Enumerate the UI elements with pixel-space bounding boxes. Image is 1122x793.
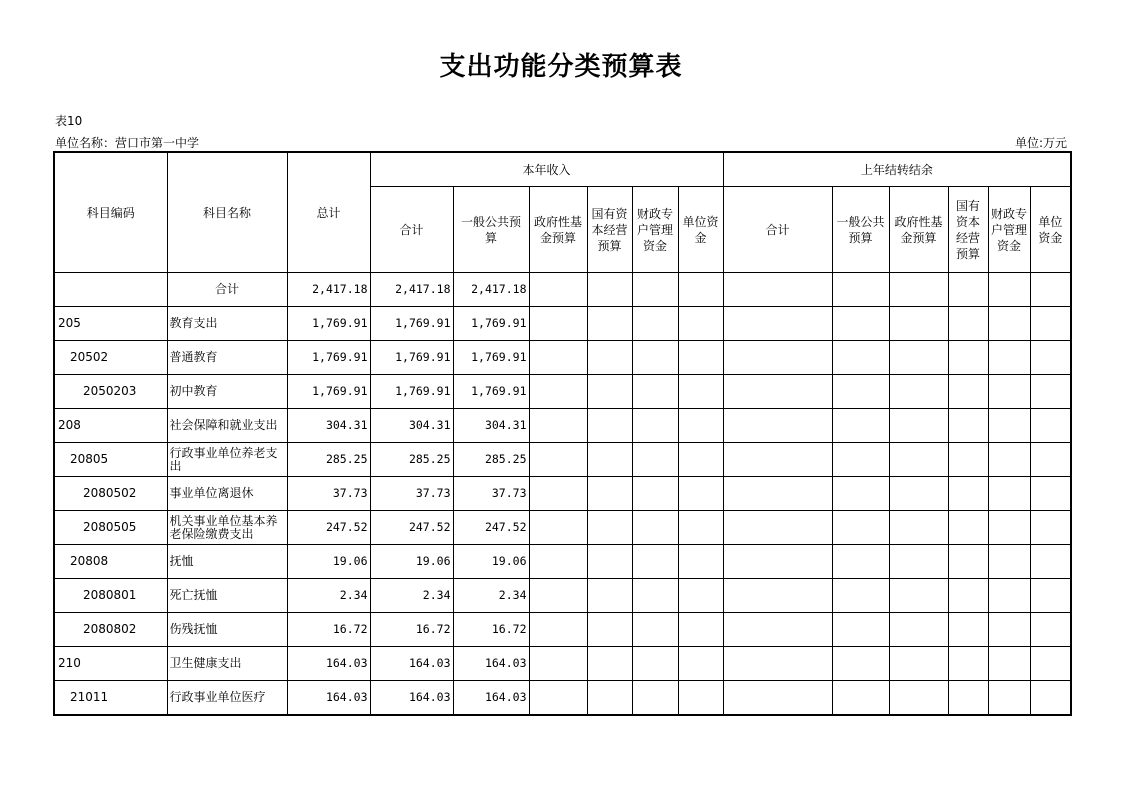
empty-cell (632, 647, 678, 681)
empty-cell (723, 307, 832, 341)
empty-cell (948, 477, 988, 511)
empty-cell (889, 477, 948, 511)
empty-cell (889, 409, 948, 443)
table-header (54, 152, 1071, 273)
empty-cell (988, 307, 1030, 341)
empty-cell (1030, 375, 1071, 409)
header-code: 科目编码 (54, 152, 167, 273)
empty-cell (988, 409, 1030, 443)
row-cy-total: 19.06 (370, 545, 453, 579)
header-prior-year-carryover: 上年结转结余 (723, 152, 1071, 187)
row-name: 事业单位离退休 (167, 477, 287, 511)
table-number: 表10 (55, 114, 83, 128)
empty-cell (529, 375, 587, 409)
empty-cell (587, 647, 632, 681)
row-code: 210 (54, 647, 167, 681)
row-name: 抚恤 (167, 545, 287, 579)
empty-cell (832, 477, 889, 511)
row-code: 2080801 (54, 579, 167, 613)
row-total: 1,769.91 (287, 375, 370, 409)
row-cy-total: 1,769.91 (370, 307, 453, 341)
empty-cell (832, 511, 889, 545)
empty-cell (632, 443, 678, 477)
header-cy-total: 合计 (370, 187, 453, 273)
row-total: 285.25 (287, 443, 370, 477)
empty-cell (889, 545, 948, 579)
empty-cell (948, 443, 988, 477)
empty-cell (587, 613, 632, 647)
table-row (54, 341, 1071, 375)
empty-cell (1030, 341, 1071, 375)
table-row (54, 477, 1071, 511)
row-code: 21011 (54, 681, 167, 716)
empty-cell (1030, 579, 1071, 613)
empty-cell (889, 511, 948, 545)
empty-cell (889, 307, 948, 341)
empty-cell (1030, 477, 1071, 511)
empty-cell (988, 613, 1030, 647)
empty-cell (832, 307, 889, 341)
empty-cell (587, 375, 632, 409)
empty-cell (678, 273, 723, 307)
row-total: 2.34 (287, 579, 370, 613)
empty-cell (889, 681, 948, 716)
empty-cell (529, 647, 587, 681)
empty-cell (587, 443, 632, 477)
empty-cell (678, 477, 723, 511)
empty-cell (587, 307, 632, 341)
row-name: 行政事业单位医疗 (167, 681, 287, 716)
empty-cell (948, 545, 988, 579)
empty-cell (587, 409, 632, 443)
empty-cell (587, 477, 632, 511)
row-total: 19.06 (287, 545, 370, 579)
empty-cell (632, 681, 678, 716)
row-cy-total: 2.34 (370, 579, 453, 613)
empty-cell (832, 341, 889, 375)
empty-cell (832, 273, 889, 307)
header-cy-general: 一般公共预算 (453, 187, 529, 273)
empty-cell (723, 341, 832, 375)
empty-cell (723, 409, 832, 443)
empty-cell (832, 681, 889, 716)
table-row-total (54, 273, 1071, 307)
empty-cell (678, 511, 723, 545)
empty-cell (1030, 273, 1071, 307)
empty-cell (948, 307, 988, 341)
row-code: 20808 (54, 545, 167, 579)
table-row (54, 511, 1071, 545)
empty-cell (1030, 307, 1071, 341)
row-cy-general: 37.73 (453, 477, 529, 511)
empty-cell (889, 273, 948, 307)
header-name: 科目名称 (167, 152, 287, 273)
header-cy-state-capital: 国有资本经营预算 (587, 187, 632, 273)
row-code (54, 273, 167, 307)
row-cy-total: 37.73 (370, 477, 453, 511)
empty-cell (678, 341, 723, 375)
budget-table (53, 151, 1072, 716)
empty-cell (529, 341, 587, 375)
row-cy-general: 164.03 (453, 647, 529, 681)
header-py-total: 合计 (723, 187, 832, 273)
empty-cell (832, 613, 889, 647)
row-cy-general: 164.03 (453, 681, 529, 716)
empty-cell (632, 579, 678, 613)
empty-cell (723, 579, 832, 613)
empty-cell (988, 273, 1030, 307)
empty-cell (529, 409, 587, 443)
empty-cell (723, 477, 832, 511)
empty-cell (832, 409, 889, 443)
header-current-year-income: 本年收入 (370, 152, 723, 187)
empty-cell (529, 273, 587, 307)
empty-cell (529, 579, 587, 613)
row-cy-general: 285.25 (453, 443, 529, 477)
empty-cell (587, 681, 632, 716)
table-row (54, 409, 1071, 443)
row-total: 37.73 (287, 477, 370, 511)
page-title: 支出功能分类预算表 (439, 52, 683, 82)
empty-cell (529, 477, 587, 511)
empty-cell (948, 409, 988, 443)
empty-cell (678, 307, 723, 341)
row-cy-total: 2,417.18 (370, 273, 453, 307)
row-cy-general: 1,769.91 (453, 341, 529, 375)
empty-cell (948, 273, 988, 307)
empty-cell (1030, 613, 1071, 647)
empty-cell (832, 375, 889, 409)
empty-cell (948, 647, 988, 681)
row-cy-general: 19.06 (453, 545, 529, 579)
row-cy-total: 1,769.91 (370, 375, 453, 409)
empty-cell (587, 341, 632, 375)
row-cy-general: 16.72 (453, 613, 529, 647)
empty-cell (948, 613, 988, 647)
header-cy-unit-funds: 单位资金 (678, 187, 723, 273)
empty-cell (632, 375, 678, 409)
table-row (54, 613, 1071, 647)
empty-cell (587, 273, 632, 307)
row-name: 死亡抚恤 (167, 579, 287, 613)
empty-cell (632, 409, 678, 443)
empty-cell (988, 647, 1030, 681)
row-cy-total: 16.72 (370, 613, 453, 647)
row-name: 伤残抚恤 (167, 613, 287, 647)
empty-cell (632, 307, 678, 341)
empty-cell (832, 579, 889, 613)
table-row (54, 647, 1071, 681)
table-row (54, 443, 1071, 477)
row-cy-total: 285.25 (370, 443, 453, 477)
empty-cell (1030, 545, 1071, 579)
row-code: 20502 (54, 341, 167, 375)
header-py-general: 一般公共预算 (832, 187, 889, 273)
empty-cell (948, 375, 988, 409)
row-total: 164.03 (287, 681, 370, 716)
empty-cell (723, 545, 832, 579)
table-row (54, 307, 1071, 341)
empty-cell (723, 647, 832, 681)
header-py-state-capital: 国有资本经营预算 (948, 187, 988, 273)
empty-cell (678, 579, 723, 613)
table-row (54, 545, 1071, 579)
header-py-unit-funds: 单位资金 (1030, 187, 1071, 273)
row-total: 16.72 (287, 613, 370, 647)
row-cy-general: 247.52 (453, 511, 529, 545)
empty-cell (723, 375, 832, 409)
row-code: 205 (54, 307, 167, 341)
empty-cell (889, 647, 948, 681)
row-cy-total: 1,769.91 (370, 341, 453, 375)
empty-cell (889, 375, 948, 409)
empty-cell (948, 341, 988, 375)
row-code: 2050203 (54, 375, 167, 409)
empty-cell (948, 681, 988, 716)
empty-cell (587, 579, 632, 613)
table-body (54, 273, 1071, 716)
row-code: 2080502 (54, 477, 167, 511)
empty-cell (632, 477, 678, 511)
empty-cell (529, 511, 587, 545)
empty-cell (988, 681, 1030, 716)
empty-cell (1030, 511, 1071, 545)
empty-cell (889, 613, 948, 647)
empty-cell (529, 307, 587, 341)
empty-cell (988, 545, 1030, 579)
empty-cell (678, 545, 723, 579)
row-cy-total: 247.52 (370, 511, 453, 545)
row-cy-general: 2.34 (453, 579, 529, 613)
header-total: 总计 (287, 152, 370, 273)
empty-cell (988, 579, 1030, 613)
row-name: 社会保障和就业支出 (167, 409, 287, 443)
empty-cell (632, 613, 678, 647)
empty-cell (723, 511, 832, 545)
empty-cell (1030, 443, 1071, 477)
empty-cell (889, 443, 948, 477)
empty-cell (529, 545, 587, 579)
row-total: 1,769.91 (287, 307, 370, 341)
empty-cell (587, 545, 632, 579)
row-total: 2,417.18 (287, 273, 370, 307)
empty-cell (889, 341, 948, 375)
row-cy-total: 304.31 (370, 409, 453, 443)
row-total: 164.03 (287, 647, 370, 681)
header-cy-special-account: 财政专户管理资金 (632, 187, 678, 273)
row-name: 合计 (167, 273, 287, 307)
row-cy-total: 164.03 (370, 681, 453, 716)
empty-cell (948, 579, 988, 613)
table-row (54, 681, 1071, 716)
empty-cell (988, 477, 1030, 511)
row-cy-general: 304.31 (453, 409, 529, 443)
table-row (54, 375, 1071, 409)
table-row (54, 579, 1071, 613)
empty-cell (678, 681, 723, 716)
empty-cell (678, 409, 723, 443)
empty-cell (889, 579, 948, 613)
empty-cell (988, 511, 1030, 545)
empty-cell (1030, 647, 1071, 681)
empty-cell (529, 443, 587, 477)
empty-cell (678, 375, 723, 409)
row-name: 普通教育 (167, 341, 287, 375)
empty-cell (832, 545, 889, 579)
row-code: 2080802 (54, 613, 167, 647)
row-cy-general: 2,417.18 (453, 273, 529, 307)
row-name: 机关事业单位基本养老保险缴费支出 (167, 511, 287, 545)
row-code: 208 (54, 409, 167, 443)
empty-cell (723, 681, 832, 716)
empty-cell (678, 613, 723, 647)
row-code: 20805 (54, 443, 167, 477)
empty-cell (587, 511, 632, 545)
empty-cell (632, 545, 678, 579)
empty-cell (678, 647, 723, 681)
empty-cell (988, 341, 1030, 375)
empty-cell (678, 443, 723, 477)
row-total: 304.31 (287, 409, 370, 443)
empty-cell (529, 613, 587, 647)
empty-cell (988, 443, 1030, 477)
row-total: 247.52 (287, 511, 370, 545)
empty-cell (988, 375, 1030, 409)
row-cy-general: 1,769.91 (453, 307, 529, 341)
empty-cell (1030, 409, 1071, 443)
empty-cell (723, 443, 832, 477)
empty-cell (948, 511, 988, 545)
row-name: 行政事业单位养老支出 (167, 443, 287, 477)
row-code: 2080505 (54, 511, 167, 545)
row-name: 教育支出 (167, 307, 287, 341)
row-cy-general: 1,769.91 (453, 375, 529, 409)
row-name: 初中教育 (167, 375, 287, 409)
row-total: 1,769.91 (287, 341, 370, 375)
empty-cell (723, 613, 832, 647)
row-cy-total: 164.03 (370, 647, 453, 681)
currency-unit-label: 单位:万元 (1014, 136, 1067, 150)
header-py-gov-fund: 政府性基金预算 (889, 187, 948, 273)
unit-name-label: 单位名称：营口市第一中学 (55, 136, 200, 150)
empty-cell (832, 443, 889, 477)
empty-cell (832, 647, 889, 681)
empty-cell (632, 273, 678, 307)
empty-cell (723, 273, 832, 307)
empty-cell (529, 681, 587, 716)
header-py-special-account: 财政专户管理资金 (988, 187, 1030, 273)
empty-cell (632, 341, 678, 375)
row-name: 卫生健康支出 (167, 647, 287, 681)
empty-cell (1030, 681, 1071, 716)
header-cy-gov-fund: 政府性基金预算 (529, 187, 587, 273)
empty-cell (632, 511, 678, 545)
